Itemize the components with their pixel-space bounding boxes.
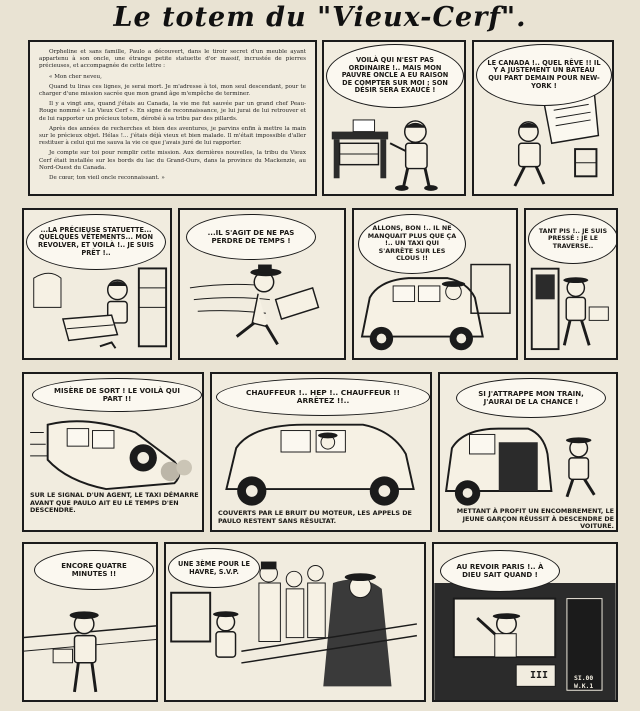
intro-paragraph: Quand tu liras ces lignes, je serai mort. Je m'adresse à toi, mon seul descendant, pour te charger d'une mission sacrée que mon grand âge m'empêche de terminer.: [39, 83, 306, 98]
comic-panel-11: [164, 542, 426, 702]
intro-paragraph: Après des années de recherches et bien des aventures, je parvins enfin à mettre la main sur le précieux objet. Hélas !... j'étais déjà vieux et bien malade. Il m'était impossible d'aller restituer à celui qui me sauva la vie ce que j'avais juré de lui rapporter.: [39, 125, 306, 147]
comic-panel-8: [210, 372, 432, 532]
comic-panel-4: [178, 208, 346, 360]
door-number: III: [530, 670, 549, 681]
comic-panel-9: [438, 372, 618, 532]
intro-paragraph: « Mon cher neveu,: [49, 73, 102, 80]
panel-caption: SUR LE SIGNAL D'UN AGENT, LE TAXI DÉMARRE AVANT QUE PAULO AIT EU LE TEMPS D'EN DESCENDRE.: [30, 492, 202, 515]
intro-paragraph: Je compte sur toi pour remplir cette mission. Aux dernières nouvelles, la tribu du Vieux Cerf était installée sur les bords du lac du Grand-Ours, dans la province du Mackenzie, au Nord-Ouest du Canada.: [39, 150, 306, 171]
speech-bubble: ALLONS, BON !.. IL NE MANQUAIT PLUS QUE ÇA !.. UN TAXI QUI S'ARRÊTE SUR LES CLOUS !!: [358, 214, 466, 274]
intro-text-panel: [28, 40, 317, 196]
intro-paragraph: Orpheline et sans famille, Paulo a découvert, dans le tiroir secret d'un meuble ayant appartenu à son oncle, une étrange petite statuette d'or massif, incrustée de pierres précieuses, et accompagnée de cette lettre :: [39, 49, 306, 70]
panel-caption: METTANT À PROFIT UN ENCOMBREMENT, LE JEUNE GARÇON RÉUSSIT À DESCENDRE DE VOITURE.: [446, 508, 614, 531]
panel-caption: COUVERTS PAR LE BRUIT DU MOTEUR, LES APPELS DE PAULO RESTENT SANS RÉSULTAT.: [218, 510, 428, 525]
comic-panel-10: [22, 542, 158, 702]
comic-panel-5: [352, 208, 518, 360]
artist-signature: SI.00 W.K.1: [574, 674, 594, 690]
intro-paragraph: Il y a vingt ans, quand j'étais au Canada, la vie me fut sauvée par un grand chef Peau-Rouge nommé « Le Vieux Cerf ». En signe de reconnaissance, je lui jurai de lui retrouver et de lui rapporter un précieux totem, dérobé à sa tribu par des pillards.: [39, 101, 306, 122]
speech-bubble: LE CANADA !.. QUEL RÊVE !! IL Y A JUSTEMENT UN BATEAU QUI PART DEMAIN POUR NEW-YORK !: [476, 44, 612, 106]
page-title: Le totem du "Vieux-Cerf".: [113, 2, 527, 33]
comic-panel-3: [22, 208, 172, 360]
speech-bubble: UNE 3ÈME POUR LE HAVRE, S.V.P.: [168, 548, 260, 588]
comic-panel-1: [322, 40, 466, 196]
speech-bubble: ENCORE QUATRE MINUTES !!: [34, 550, 154, 590]
speech-bubble: ...IL S'AGIT DE NE PAS PERDRE DE TEMPS !: [186, 214, 316, 260]
comic-panel-12: [432, 542, 618, 702]
speech-bubble: AU REVOIR PARIS !.. À DIEU SAIT QUAND !: [440, 550, 560, 592]
speech-bubble: TANT PIS !.. JE SUIS PRESSÉ : JE LE TRAVERSE..: [528, 214, 618, 264]
speech-bubble: ...LA PRÉCIEUSE STATUETTE... QUELQUES VÊTEMENTS... MON REVOLVER, ET VOILÀ !.. JE SUIS PRÊT !..: [26, 214, 166, 270]
intro-paragraph: De cœur, ton vieil oncle reconnaissant. »: [49, 175, 165, 182]
speech-bubble: SI J'ATTRAPPE MON TRAIN, J'AURAI DE LA CHANCE !: [456, 378, 606, 418]
comic-panel-7: [22, 372, 204, 532]
comic-panel-2: [472, 40, 614, 196]
speech-bubble: CHAUFFEUR !.. HEP !.. CHAUFFEUR !! ARRÊTEZ !!..: [216, 378, 430, 416]
speech-bubble: VOILÀ QUI N'EST PAS ORDINAIRE !.. MAIS MON PAUVRE ONCLE A EU RAISON DE COMPTER SUR MOI : SON DÉSIR SERA EXAUCÉ !: [326, 44, 464, 108]
speech-bubble: MISÈRE DE SORT ! LE VOILÀ QUI PART !!: [32, 378, 202, 412]
comic-panel-6: [524, 208, 618, 360]
